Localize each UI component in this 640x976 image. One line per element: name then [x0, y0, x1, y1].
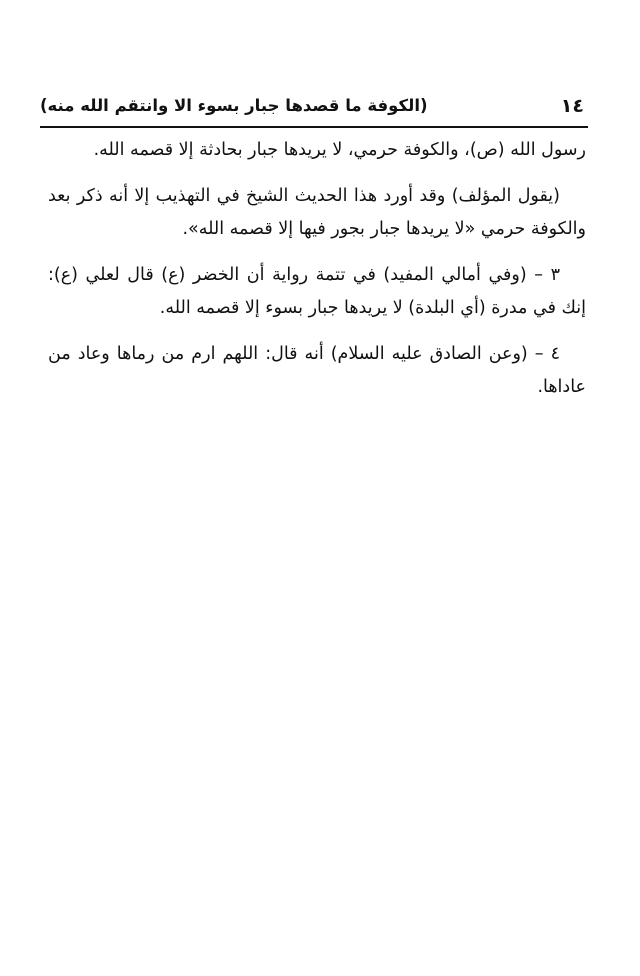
paragraph-item-3: ٣ – (وفي أمالي المفيد) في تتمة رواية أن الخضر (ع) قال لعلي (ع): إنك في مدرة (أي البلدة) لا يريدها جبار بسوء إلا قصمه الله. [48, 264, 586, 318]
paragraph-item-4: ٤ – (وعن الصادق عليه السلام) أنه قال: اللهم ارم من رماها وعاد من عاداها. [48, 343, 586, 397]
paragraph-author-note: (يقول المؤلف) وقد أورد هذا الحديث الشيخ في التهذيب إلا أنه ذكر بعد والكوفة حرمي «لا يريدها جبار بجور فيها إلا قصمه الله». [48, 185, 586, 239]
page-number: ١٤ [560, 95, 584, 117]
body-text [48, 134, 586, 417]
paragraph-continuation: رسول الله (ص)، والكوفة حرمي، لا يريدها جبار بحادثة إلا قصمه الله. [93, 140, 586, 160]
header-divider [40, 126, 588, 128]
page-header [40, 92, 588, 122]
running-title: (الكوفة ما قصدها جبار بسوء الا وانتقم الله منه) [40, 96, 428, 115]
